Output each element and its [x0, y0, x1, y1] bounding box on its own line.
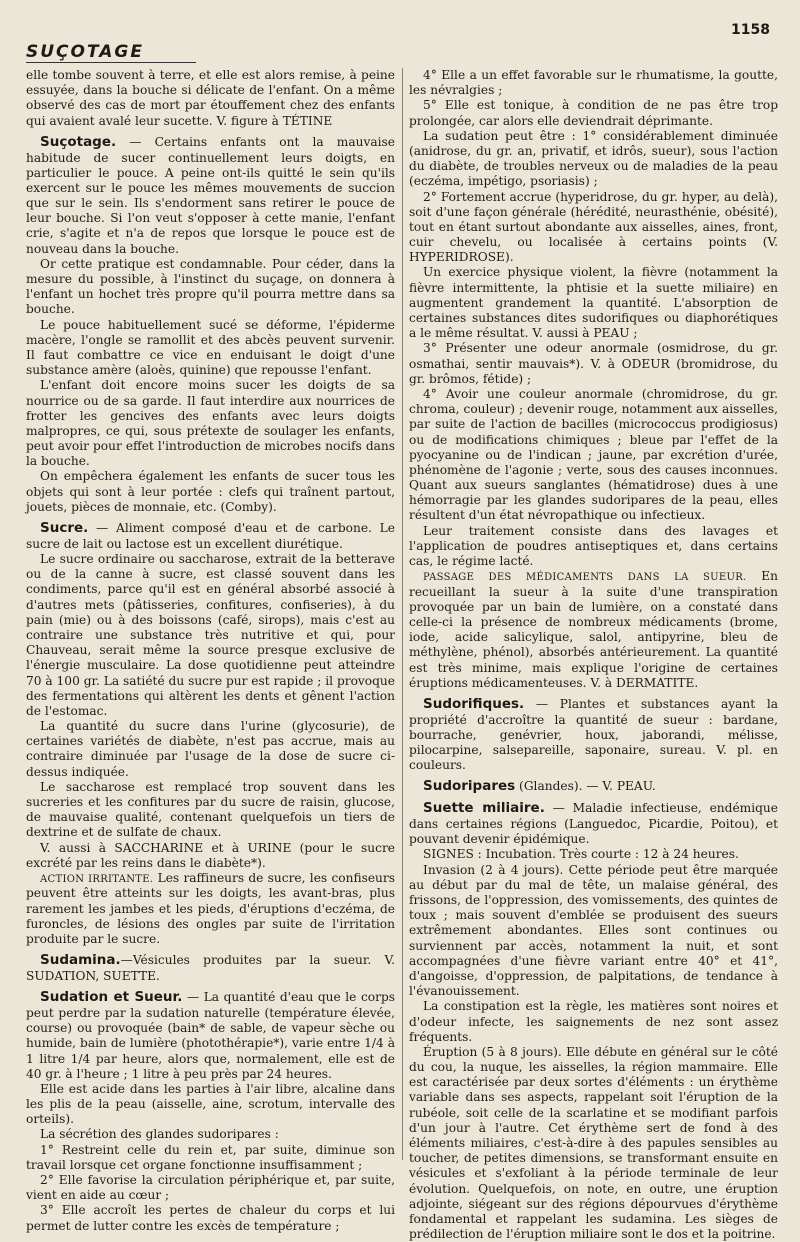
entry-sudoripares — [409, 778, 778, 795]
entry-suette-miliaire — [409, 800, 778, 1242]
entry-text: — La quantité d'eau que le corps peut perdre par la sudation naturelle (température élevée, course) ou provoquée (bain* de sable, de vapeur sèche ou humide, bain de lumière (photothérapie*), varie entre 1/4 à 1 litre 1/4 par heure, alors que, normalement, elle est de 40 gr. à l'heure ; 1 litre à peu près par 24 heures. — [26, 990, 395, 1081]
paragraph: 3° Présenter une odeur anormale (osmidrose, du gr. osmathai, sentir mauvais*). V. à ODEUR (bromidrose, du gr. brômos, fétide) ; — [409, 341, 778, 386]
left-column — [26, 68, 395, 1233]
paragraph: En recueillant la sueur à la suite d'une transpiration provoquée par un bain de lumière, on a constaté dans celle-ci la présence de nombreux médicaments (brome, iode, acide salicylique, salol, antipyrine, bleu de méthylène, phénol), absorbés antérieurement. La quantité est très minime, mais explique l'origine de certaines éruptions médicamenteuses. V. à DERMATITE. — [409, 569, 778, 690]
paragraph: Le saccharose est remplacé trop souvent dans les sucreries et les confitures par du sucre de raisin, glucose, de mauvaise qualité, contenant quelquefois un tiers de dextrine et de sulfate de chaux. — [26, 779, 395, 840]
paragraph: Éruption (5 à 8 jours). Elle débute en général sur le côté du cou, la nuque, les aisselles, la région mammaire. Elle est caractérisée par deux sortes d'éléments : un érythème variable dans ses aspects, rappelant soit l'éruption de la rubéole, soit celle de la scarlatine et se modifiant parfois d'un jour à l'autre. Cet érythème sert de fond à des éléments miliaires, c'est-à-dire à des papules sensibles au toucher, de petites dimensions, se transformant ensuite en vésicules et s'exfoliant à la période terminale de leur évolution. Quelquefois, on note, en outre, une éruption adjointe, siégeant sur des régions dépourvues d'érythème fondamental et rappelant les sudamina. Les sièges de prédilection de l'éruption miliaire sont le dos et la poitrine. — [409, 1044, 778, 1242]
page-header — [26, 18, 770, 62]
paragraph: On empêchera également les enfants de sucer tous les objets qui sont à leur portée : clefs qui traînent partout, jouets, pièces de monnaie, etc. (Comby). — [26, 469, 395, 514]
entry-text: — Maladie infectieuse, endémique dans certaines régions (Languedoc, Picardie, Poitou), et pouvant devenir épidémique. — [409, 801, 778, 847]
paragraph: Les raffineurs de sucre, les confiseurs peuvent être atteints sur les doigts, les avant-bras, plus rarement les jambes et les pieds, d'éruptions d'eczéma, de furoncles, de lésions des ongles par suite de l'irritation produite par le sucre. — [26, 870, 395, 946]
page-number: 1158 — [731, 22, 770, 38]
paragraph: 2° Fortement accrue (hyperidrose, du gr. hyper, au delà), soit d'une façon générale (hérédité, neurasthénie, obésité), tout en étant surtout abondante aux aisselles, aines, front, cuir chevelu, ou localisée à certains points (V. HYPERIDROSE). — [409, 189, 778, 265]
paragraph: L'enfant doit encore moins sucer les doigts de sa nourrice ou de sa garde. Il faut interdire aux nourrices de frotter les gencives des enfants avec leurs doigts malpropres, ce qui, sous prétexte de soulager les enfants, peut avoir pour effet l'introduction de microbes nocifs dans la bouche. — [26, 378, 395, 469]
entry-sucre — [26, 520, 395, 947]
paragraph: SIGNES : Incubation. Très courte : 12 à 24 heures. — [423, 847, 739, 862]
continued-paragraph: elle tombe souvent à terre, et elle est alors remise, à peine essuyée, dans la bouche si délicate de l'enfant. On a même observé des cas de mort par étouffement chez des enfants qui avaient avalé leur sucette. V. figure à TÉTINE — [26, 68, 395, 128]
paragraph: Le pouce habituellement sucé se déforme, l'épiderme macère, l'ongle se ramollit et des abcès peuvent survenir. Il faut combattre ce vice en enduisant le doigt d'une substance amère (aloès, quinine) que repousse l'enfant. — [26, 317, 395, 378]
running-head: SUÇOTAGE — [26, 42, 144, 62]
paragraph: La quantité du sucre dans l'urine (glycosurie), de certaines variétés de diabète, n'est pas accrue, mais au contraire diminuée par l'usage de la dose de sucre ci-dessus indiquée. — [26, 719, 395, 779]
subsection-label: ACTION IRRITANTE. — [40, 873, 154, 885]
text-columns — [26, 68, 778, 1242]
entry-sudation — [26, 989, 395, 1234]
headword: Sudorifiques. — [423, 695, 525, 712]
headword: Sudoripares — [423, 778, 516, 795]
entry-sudamina — [26, 952, 395, 984]
right-column — [409, 68, 778, 1242]
paragraph: 2° Elle favorise la circulation périphérique et, par suite, vient en aide au cœur ; — [26, 1173, 395, 1203]
paragraph: Elle est acide dans les parties à l'air libre, alcaline dans les plis de la peau (aisselle, aine, scrotum, intervalle des orteils). — [26, 1081, 395, 1127]
entry-text: — Certains enfants ont la mauvaise habitude de sucer continuellement leurs doigts, en particulier le pouce. A peine ont-ils quitté le sein qu'ils exercent sur le pouce les mêmes mouvements de succion que sur le sein. Ils s'endorment sans retirer le pouce de leur bouche. Si l'on veut s'opposer à cette manie, l'enfant crie, s'agite et n'a de repos que lorsque le pouce est de nouveau dans la bouche. — [26, 134, 395, 256]
paragraph: 4° Elle a un effet favorable sur le rhumatisme, la goutte, les névralgies ; — [409, 68, 778, 98]
paragraph: 4° Avoir une couleur anormale (chromidrose, du gr. chroma, couleur) ; devenir rouge, notamment aux aisselles, par suite de l'action de bacilles (micrococcus prodigiosus) ou de modifications chimiques ; bleue par l'effet de la pyocyanine ou de l'indican ; jaune, par excrétion d'urée, phénomène de l'agonie ; verte, sous des causes inconnues. Quant aux sueurs sanglantes (hématidrose) dues à une hémorragie par les glandes sudoripares de la peau, elles résultent d'un état névropathique ou infectieux. — [409, 386, 778, 523]
subsection-label: PASSAGE DES MÉDICAMENTS DANS LA SUEUR. — [423, 572, 747, 584]
entry-text: — Plantes et substances ayant la propriété d'accroître la quantité de sueur : bardane, bourrache, genévrier, houx, jaborandi, mélisse, pilocarpine, salsepareille, saponaire, sureau. V. pl. en couleurs. — [409, 696, 778, 773]
paragraph: Invasion (2 à 4 jours). Cette période peut être marquée au début par du mal de tête, un malaise général, des frissons, de l'oppression, des vomissements, des quintes de toux ; mais souvent d'emblée se produisent des sueurs extrêmement abondantes. Elles sont continues ou surviennent par accès, notamment la nuit, et sont accompagnées d'une fièvre variant entre 40° et 41°, d'angoisse, d'oppression, de palpitations, de tendance à l'évanouissement. — [409, 862, 778, 999]
paragraph: La sudation peut être : 1° considérablement diminuée (anidrose, du gr. an, privatif, et idrôs, sueur), sous l'action du diabète, de troubles nerveux ou de maladies de la peau (eczéma, impétigo, psoriasis) ; — [409, 128, 778, 189]
headword: Sucre. — [40, 520, 89, 537]
headword: Sudation et Sueur. — [40, 989, 183, 1006]
paragraph: Leur traitement consiste dans des lavages et l'application de poudres antiseptiques et, dans certains cas, le régime lacté. — [409, 523, 778, 568]
entry-sudorifiques — [409, 696, 778, 774]
paragraph: Un exercice physique violent, la fièvre (notamment la fièvre intermittente, la phtisie et la suette miliaire) en augmentent grandement la quantité. L'absorption de certaines substances dites sudorifiques ou diaphorétiques a le même résultat. V. aussi à PEAU ; — [409, 265, 778, 341]
paragraph: 1° Restreint celle du rein et, par suite, diminue son travail lorsque cet organe fonctionne insuffisamment ; — [26, 1142, 395, 1172]
headword: Sudamina. — [40, 952, 121, 969]
entry-sucotage — [26, 134, 395, 515]
paragraph: V. aussi à SACCHARINE et à URINE (pour le sucre excrété par les reins dans le diabète*). — [26, 840, 395, 870]
paragraph: 5° Elle est tonique, à condition de ne pas être trop prolongée, car alors elle deviendrait déprimante. — [409, 98, 778, 128]
paragraph: Le sucre ordinaire ou saccharose, extrait de la betterave ou de la canne à sucre, est classé souvent dans les condiments, parce qu'il est en général absorbé associé à d'autres mets (pâtisseries, confitures, confiseries), à du pain (mie) ou à des boissons (café, sirops), mais c'est au contraire une substance très nutritive et qui, pour Chauveau, serait même la source presque exclusive de l'énergie musculaire. La dose quotidienne peut atteindre 70 à 100 gr. La satiété du sucre pur est rapide ; il provoque des fermentations qui altèrent les dents et gênent l'action de l'estomac. — [26, 552, 395, 718]
paragraph: Or cette pratique est condamnable. Pour céder, dans la mesure du possible, à l'instinct du suçage, on donnera à l'enfant un hochet très propre qu'il pourra mettre dans sa bouche. — [26, 256, 395, 317]
headword: Suette miliaire. — [423, 800, 545, 817]
paragraph: La sécrétion des glandes sudoripares : — [40, 1127, 279, 1142]
paragraph: 3° Elle accroît les pertes de chaleur du corps et lui permet de lutter contre les excès de température ; — [26, 1203, 395, 1233]
entry-text: (Glandes). — V. PEAU. — [515, 779, 656, 794]
header-rule — [26, 62, 196, 63]
paragraph: La constipation est la règle, les matières sont noires et d'odeur infecte, les saignements de nez sont assez fréquents. — [409, 999, 778, 1044]
entry-text: —Vésicules produites par la sueur. V. SUDATION, SUETTE. — [26, 953, 395, 983]
entry-text: — Aliment composé d'eau et de carbone. Le sucre de lait ou lactose est un excellent diurétique. — [26, 521, 395, 551]
headword: Suçotage. — [40, 133, 117, 150]
column-divider — [402, 68, 403, 1160]
